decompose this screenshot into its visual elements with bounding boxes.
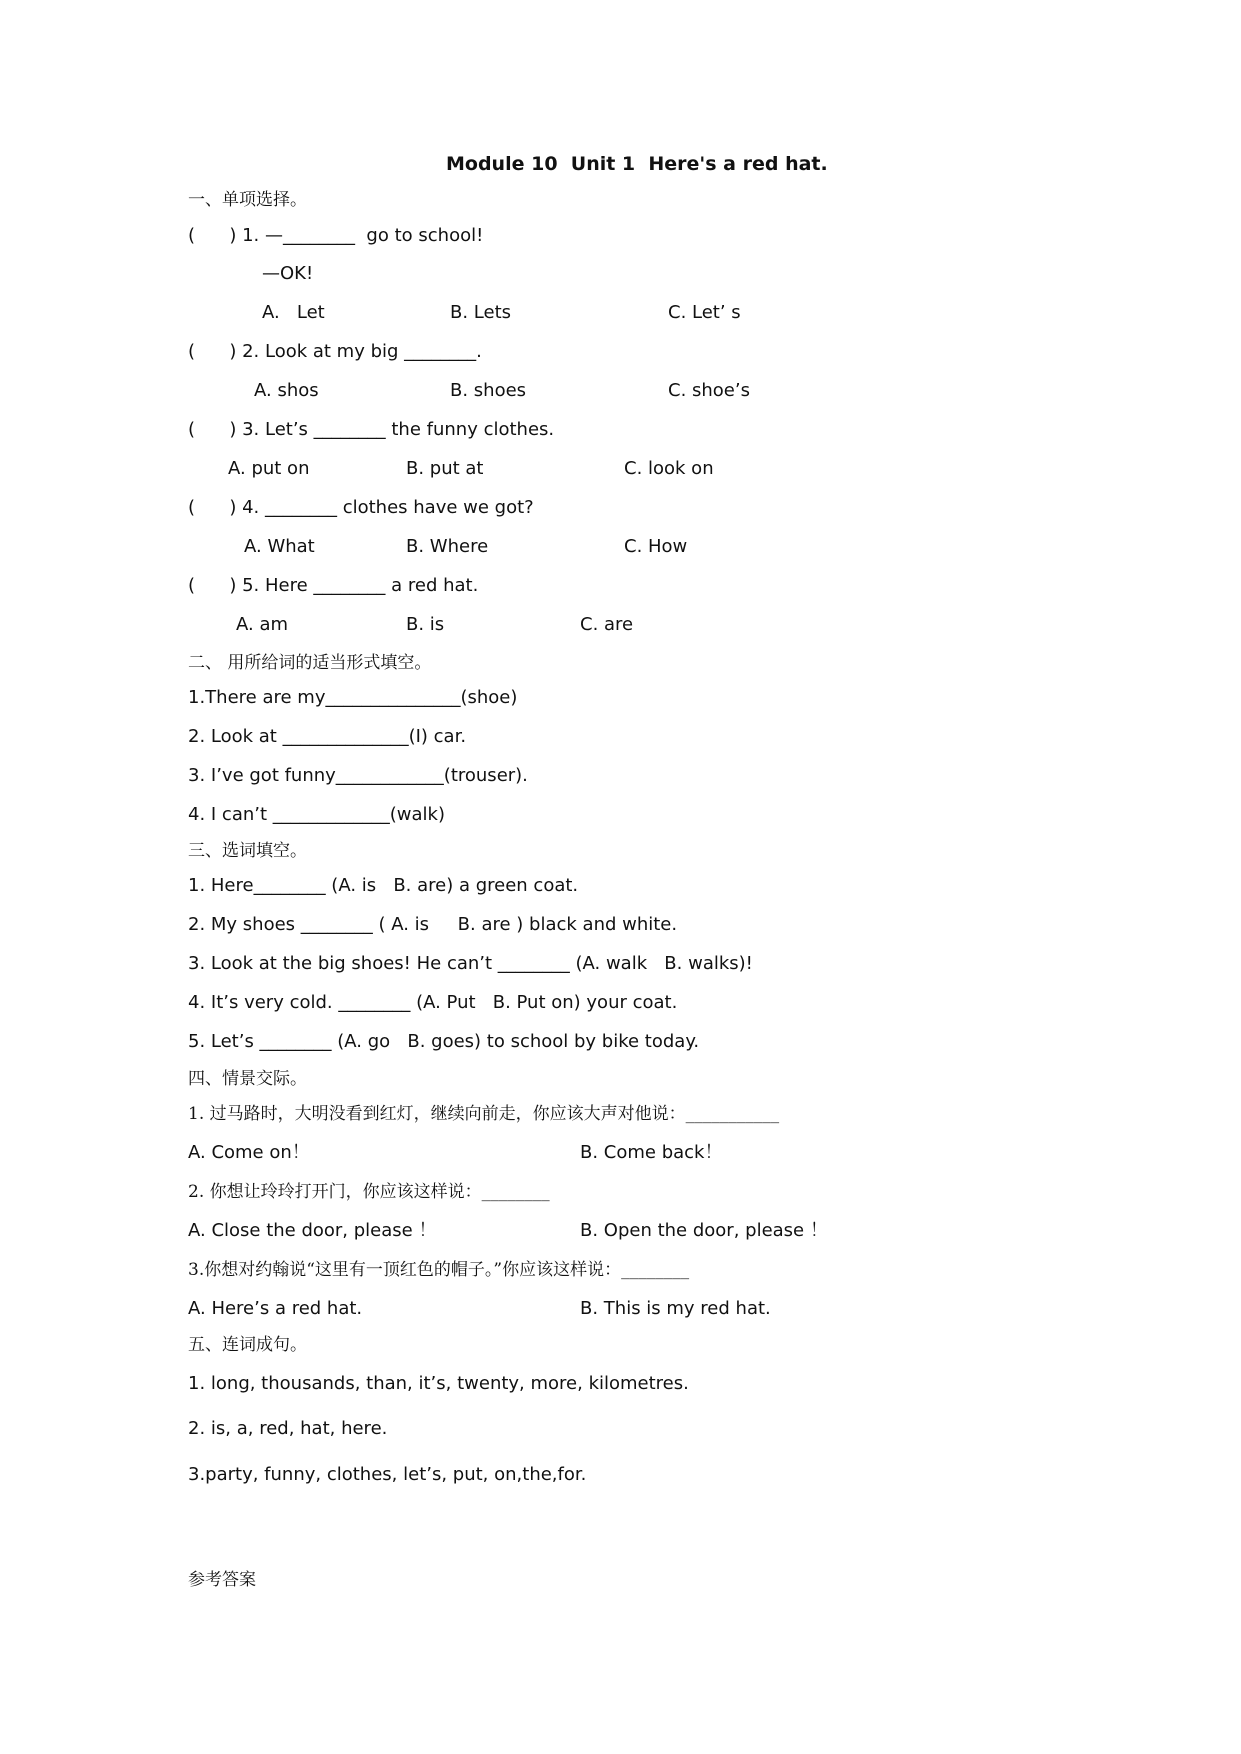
section-heading-1: 一、单项选择。: [188, 190, 307, 210]
sentence-item-3: 3.party, funny, clothes, let’s, put, on,the,for.: [188, 1464, 587, 1485]
question-2-stem: ( ) 2. Look at my big ________.: [188, 341, 482, 362]
question-4-stem: ( ) 4. ________ clothes have we got?: [188, 497, 534, 518]
choose-item-3: 3. Look at the big shoes! He can’t ________ (A. walk B. walks)!: [188, 953, 753, 974]
question-4-option-b: B. Where: [406, 536, 489, 557]
section-heading-3: 三、选词填空。: [188, 841, 307, 861]
question-1-option-b: B. Lets: [450, 302, 512, 323]
choose-item-2: 2. My shoes ________ ( A. is B. are ) black and white.: [188, 914, 678, 935]
question-5-option-b: B. is: [406, 614, 445, 635]
question-4-option-a: A. What: [244, 536, 315, 557]
situation-3-option-b: B. This is my red hat.: [580, 1298, 771, 1319]
choose-item-4: 4. It’s very cold. ________ (A. Put B. Put on) your coat.: [188, 992, 678, 1013]
question-5-stem: ( ) 5. Here ________ a red hat.: [188, 575, 479, 596]
choose-item-1: 1. Here________ (A. is B. are) a green coat.: [188, 875, 579, 896]
question-4-option-c: C. How: [624, 536, 688, 557]
section-heading-2: 二、 用所给词的适当形式填空。: [188, 653, 432, 673]
question-1-reply: —OK!: [262, 263, 314, 284]
question-2-option-c: C. shoe’s: [668, 380, 750, 401]
sentence-item-1: 1. long, thousands, than, it’s, twenty, more, kilometres.: [188, 1373, 689, 1394]
fill-item-4: 4. I can’t _____________(walk): [188, 804, 445, 825]
question-5-option-c: C. are: [580, 614, 634, 635]
question-3-option-c: C. look on: [624, 458, 714, 479]
situation-1-option-a: A. Come on！: [188, 1142, 310, 1163]
situation-3-option-a: A. Here’s a red hat.: [188, 1298, 363, 1319]
answers-heading: 参考答案: [188, 1570, 256, 1590]
situation-2-option-a: A. Close the door, please ！: [188, 1220, 437, 1241]
question-5-option-a: A. am: [236, 614, 289, 635]
question-1-option-c: C. Let’ s: [668, 302, 741, 323]
situation-1-option-b: B. Come back！: [580, 1142, 723, 1163]
page-title: Module 10 Unit 1 Here's a red hat.: [446, 153, 828, 175]
sentence-item-2: 2. is, a, red, hat, here.: [188, 1418, 388, 1439]
situation-1-stem: 1. 过马路时，大明没看到红灯，继续向前走，你应该大声对他说：___________: [188, 1104, 780, 1124]
question-2-option-a: A. shos: [254, 380, 319, 401]
choose-item-5: 5. Let’s ________ (A. go B. goes) to school by bike today.: [188, 1031, 700, 1052]
fill-item-2: 2. Look at ______________(I) car.: [188, 726, 467, 747]
section-heading-4: 四、情景交际。: [188, 1069, 307, 1089]
question-1-option-a: A. Let: [262, 302, 325, 323]
situation-3-stem: 3.你想对约翰说“这里有一顶红色的帽子。”你应该这样说：________: [188, 1260, 690, 1280]
question-3-option-a: A. put on: [228, 458, 310, 479]
situation-2-option-b: B. Open the door, please ！: [580, 1220, 828, 1241]
question-1-stem: ( ) 1. —________ go to school!: [188, 225, 484, 246]
question-3-option-b: B. put at: [406, 458, 484, 479]
fill-item-3: 3. I’ve got funny____________(trouser).: [188, 765, 528, 786]
section-heading-5: 五、连词成句。: [188, 1335, 307, 1355]
question-3-stem: ( ) 3. Let’s ________ the funny clothes.: [188, 419, 555, 440]
situation-2-stem: 2. 你想让玲玲打开门，你应该这样说：________: [188, 1182, 550, 1202]
fill-item-1: 1.There are my_______________(shoe): [188, 687, 518, 708]
question-2-option-b: B. shoes: [450, 380, 527, 401]
